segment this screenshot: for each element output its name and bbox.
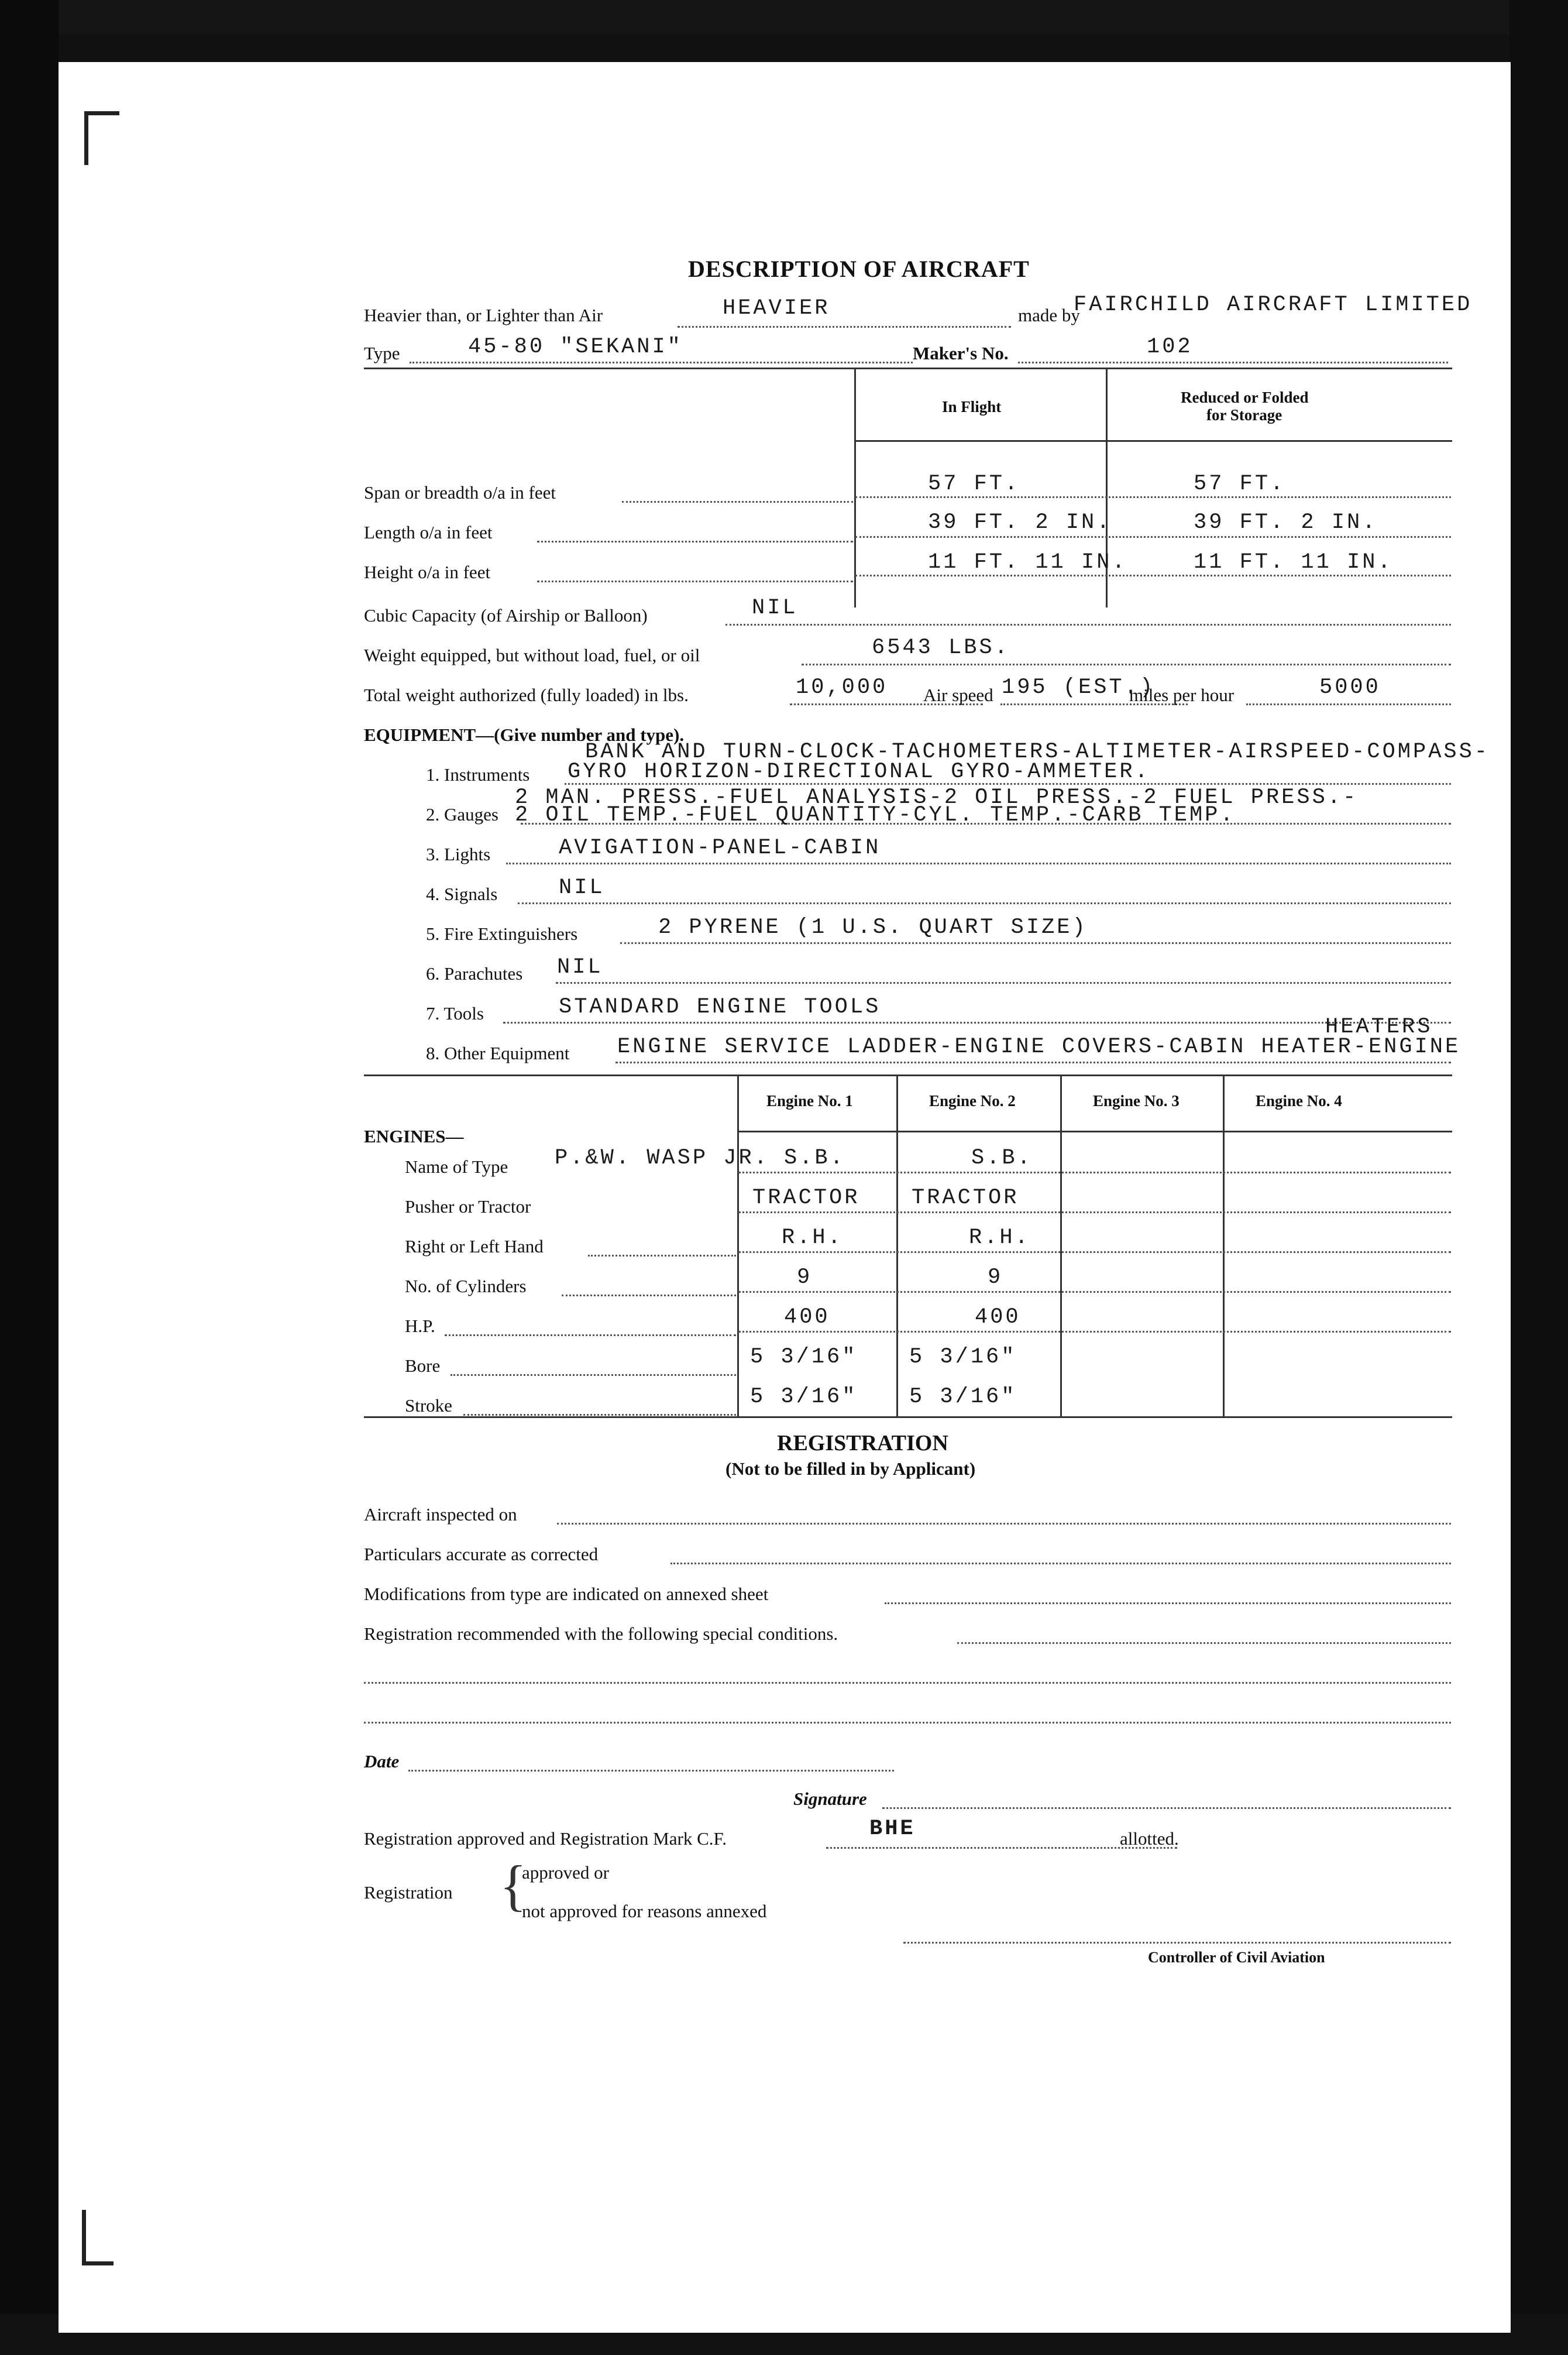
col-reduced-line1: Reduced or Folded (1181, 389, 1309, 406)
registration-mark: BHE (869, 1817, 916, 1841)
page-title: DESCRIPTION OF AIRCRAFT (688, 256, 1030, 282)
fire-dots (620, 942, 1451, 944)
engines-bottom-rule (364, 1416, 1452, 1418)
total-weight-label: Total weight authorized (fully loaded) in lbs. (364, 685, 689, 705)
engine2-cell: 9 (988, 1265, 1003, 1290)
length-dots (537, 541, 853, 543)
weight-value: 6543 LBS. (872, 636, 1010, 660)
engine-label-dots (451, 1374, 736, 1376)
col-reduced-line2: for Storage (1206, 406, 1282, 424)
recommended-dots (957, 1642, 1451, 1644)
engines-heading: ENGINES— (364, 1126, 464, 1146)
tools-label: 7. Tools (426, 1003, 484, 1024)
makers-no-dots (1018, 362, 1448, 363)
mph-label: miles per hour (1129, 685, 1235, 705)
engine2-cell: 5 3/16" (909, 1345, 1017, 1369)
engine-type-value: P.&W. WASP JR. (555, 1146, 769, 1170)
recommended-label: Registration recommended with the following special conditions. (364, 1623, 838, 1644)
parachutes-value: NIL (557, 955, 603, 980)
date-label: Date (364, 1751, 400, 1772)
engine-label-dots (445, 1334, 736, 1336)
makers-no-value: 102 (1147, 335, 1193, 359)
parachutes-label: 6. Parachutes (426, 963, 523, 984)
scan-border-left (0, 0, 59, 2355)
inspected-dots (557, 1523, 1451, 1525)
length-value-dots (855, 536, 1451, 538)
span-label: Span or breadth o/a in feet (364, 482, 556, 503)
made-by-label: made by (1018, 305, 1080, 325)
dimensions-divider-1 (854, 368, 856, 607)
engine-row-dots (738, 1211, 1451, 1213)
engine-row-label: Stroke (405, 1395, 452, 1416)
dimensions-top-rule (364, 368, 1452, 369)
lights-label: 3. Lights (426, 844, 491, 864)
total-weight-value: 10,000 (796, 675, 888, 700)
engines-divider-3 (1060, 1074, 1062, 1416)
particulars-dots (670, 1563, 1451, 1564)
engine-col-1: Engine No. 1 (766, 1092, 853, 1110)
scan-border-top (0, 0, 1568, 35)
signals-dots (518, 902, 1451, 904)
inspected-label: Aircraft inspected on (364, 1504, 517, 1525)
allotted-label: allotted. (1120, 1828, 1179, 1849)
mph-value: 5000 (1319, 675, 1381, 700)
registration-status-label: Registration (364, 1882, 453, 1903)
mph-dots (1246, 703, 1451, 705)
engine2-cell: 400 (975, 1305, 1021, 1330)
length-in-flight: 39 FT. 2 IN. (928, 510, 1112, 535)
tools-value: STANDARD ENGINE TOOLS (559, 995, 881, 1019)
engine-row-dots (738, 1172, 1451, 1173)
engine-row-label: No. of Cylinders (405, 1276, 527, 1296)
engine1-cell: 5 3/16" (750, 1385, 858, 1409)
equipment-heading: EQUIPMENT—(Give number and type). (364, 725, 685, 745)
type-label: Type (364, 343, 400, 363)
crop-mark-bottom-left-h (82, 2261, 114, 2265)
col-in-flight: In Flight (942, 398, 1002, 416)
span-dots (622, 501, 853, 503)
engine1-cell: 400 (784, 1305, 830, 1330)
weight-dots (802, 664, 1451, 665)
particulars-label: Particulars accurate as corrected (364, 1544, 599, 1564)
engine-row-dots (738, 1331, 1451, 1333)
controller-signature-dots (903, 1942, 1451, 1944)
signature-label: Signature (793, 1788, 867, 1809)
airspeed-label: Air speed (923, 685, 993, 705)
engine-label-dots (562, 1295, 736, 1296)
signals-value: NIL (559, 876, 605, 900)
approved-label: Registration approved and Registration Mark C.F. (364, 1828, 727, 1849)
crop-mark-top-left-h (84, 111, 119, 115)
length-label: Length o/a in feet (364, 522, 493, 543)
heavier-dots (678, 326, 1011, 328)
makers-no-label: Maker's No. (913, 343, 1009, 363)
airspeed-value: 195 (EST.) (1002, 675, 1156, 700)
span-in-flight: 57 FT. (928, 472, 1020, 496)
engine-row-label: Bore (405, 1355, 441, 1376)
engine-col-3: Engine No. 3 (1093, 1092, 1180, 1110)
conditions-line-1 (364, 1682, 1451, 1684)
tools-dots (503, 1022, 1451, 1024)
dimensions-header-rule (855, 440, 1452, 442)
weight-label: Weight equipped, but without load, fuel, or oil (364, 645, 700, 665)
engines-header-rule (738, 1131, 1452, 1132)
engine2-cell: R.H. (969, 1225, 1030, 1250)
document-sheet (59, 62, 1511, 2333)
scan-border-right (1509, 0, 1568, 2355)
height-label: Height o/a in feet (364, 562, 491, 582)
engines-divider-1 (737, 1074, 739, 1416)
registration-heading: REGISTRATION (777, 1431, 948, 1455)
parachutes-dots (556, 982, 1451, 984)
cubic-value: NIL (752, 596, 798, 620)
height-in-flight: 11 FT. 11 IN. (928, 550, 1127, 575)
approved-or-text: approved or (522, 1862, 609, 1883)
gauges-line1: 2 MAN. PRESS.-FUEL ANALYSIS-2 OIL PRESS.-2 FUEL PRESS.- (515, 785, 1359, 810)
signature-dots (882, 1807, 1451, 1809)
instruments-line1: BANK AND TURN-CLOCK-TACHOMETERS-ALTIMETER-AIRSPEED-COMPASS- (585, 740, 1490, 764)
other-line2: ENGINE SERVICE LADDER-ENGINE COVERS-CABIN HEATER-ENGINE (617, 1035, 1461, 1059)
crop-mark-top-left (84, 111, 88, 165)
other-dots (615, 1062, 1451, 1063)
engine-row-label: Right or Left Hand (405, 1236, 544, 1257)
heavier-label: Heavier than, or Lighter than Air (364, 305, 603, 325)
crop-mark-bottom-left (82, 2210, 86, 2265)
other-line1: HEATERS (1325, 1015, 1433, 1039)
engine-row-label: Name of Type (405, 1156, 508, 1177)
status-brace: { (500, 1854, 527, 1917)
made-by-value: FAIRCHILD AIRCRAFT LIMITED (1074, 293, 1473, 317)
signals-label: 4. Signals (426, 884, 498, 904)
engine-label-dots (588, 1255, 736, 1257)
modifications-dots (885, 1602, 1451, 1604)
lights-value: AVIGATION-PANEL-CABIN (559, 836, 881, 860)
engine2-cell: S.B. (971, 1146, 1033, 1170)
height-dots (537, 581, 853, 582)
instruments-label: 1. Instruments (426, 764, 530, 785)
height-storage: 11 FT. 11 IN. (1194, 550, 1393, 575)
height-value-dots (855, 575, 1451, 576)
engine1-cell: 5 3/16" (750, 1345, 858, 1369)
engine1-cell: TRACTOR (752, 1186, 860, 1210)
gauges-label: 2. Gauges (426, 804, 498, 825)
gauges-line2: 2 OIL TEMP.-FUEL QUANTITY-CYL. TEMP.-CARB TEMP. (515, 803, 1236, 828)
engine1-cell: S.B. (784, 1146, 845, 1170)
cubic-label: Cubic Capacity (of Airship or Balloon) (364, 605, 648, 626)
date-dots (408, 1770, 894, 1772)
engine1-cell: R.H. (782, 1225, 843, 1250)
engines-divider-4 (1223, 1074, 1225, 1416)
engine1-cell: 9 (797, 1265, 813, 1290)
registration-subheading: (Not to be filled in by Applicant) (725, 1458, 976, 1479)
engine2-cell: TRACTOR (912, 1186, 1019, 1210)
type-value: 45-80 "SEKANI" (468, 335, 683, 359)
engine-row-label: Pusher or Tractor (405, 1196, 531, 1217)
engine-row-dots (738, 1291, 1451, 1293)
engine-row-dots (738, 1251, 1451, 1253)
other-label: 8. Other Equipment (426, 1043, 570, 1063)
engine-col-4: Engine No. 4 (1256, 1092, 1342, 1110)
heavier-value: HEAVIER (723, 296, 830, 321)
instruments-line2: GYRO HORIZON-DIRECTIONAL GYRO-AMMETER. (568, 760, 1150, 784)
engine-row-label: H.P. (405, 1316, 435, 1336)
engines-top-rule (364, 1074, 1452, 1076)
fire-value: 2 PYRENE (1 U.S. QUART SIZE) (658, 915, 1088, 940)
fire-label: 5. Fire Extinguishers (426, 924, 578, 944)
cubic-dots (725, 624, 1451, 626)
engines-divider-2 (896, 1074, 898, 1416)
modifications-label: Modifications from type are indicated on annexed sheet (364, 1584, 769, 1604)
controller-label: Controller of Civil Aviation (1148, 1949, 1325, 1966)
engine-label-dots (463, 1414, 736, 1416)
engine2-cell: 5 3/16" (909, 1385, 1017, 1409)
type-dots (410, 362, 913, 363)
span-value-dots (855, 496, 1451, 498)
engine-col-2: Engine No. 2 (929, 1092, 1016, 1110)
not-approved-text: not approved for reasons annexed (522, 1901, 767, 1921)
lights-dots (506, 863, 1451, 864)
span-storage: 57 FT. (1194, 472, 1286, 496)
conditions-line-2 (364, 1722, 1451, 1724)
length-storage: 39 FT. 2 IN. (1194, 510, 1378, 535)
